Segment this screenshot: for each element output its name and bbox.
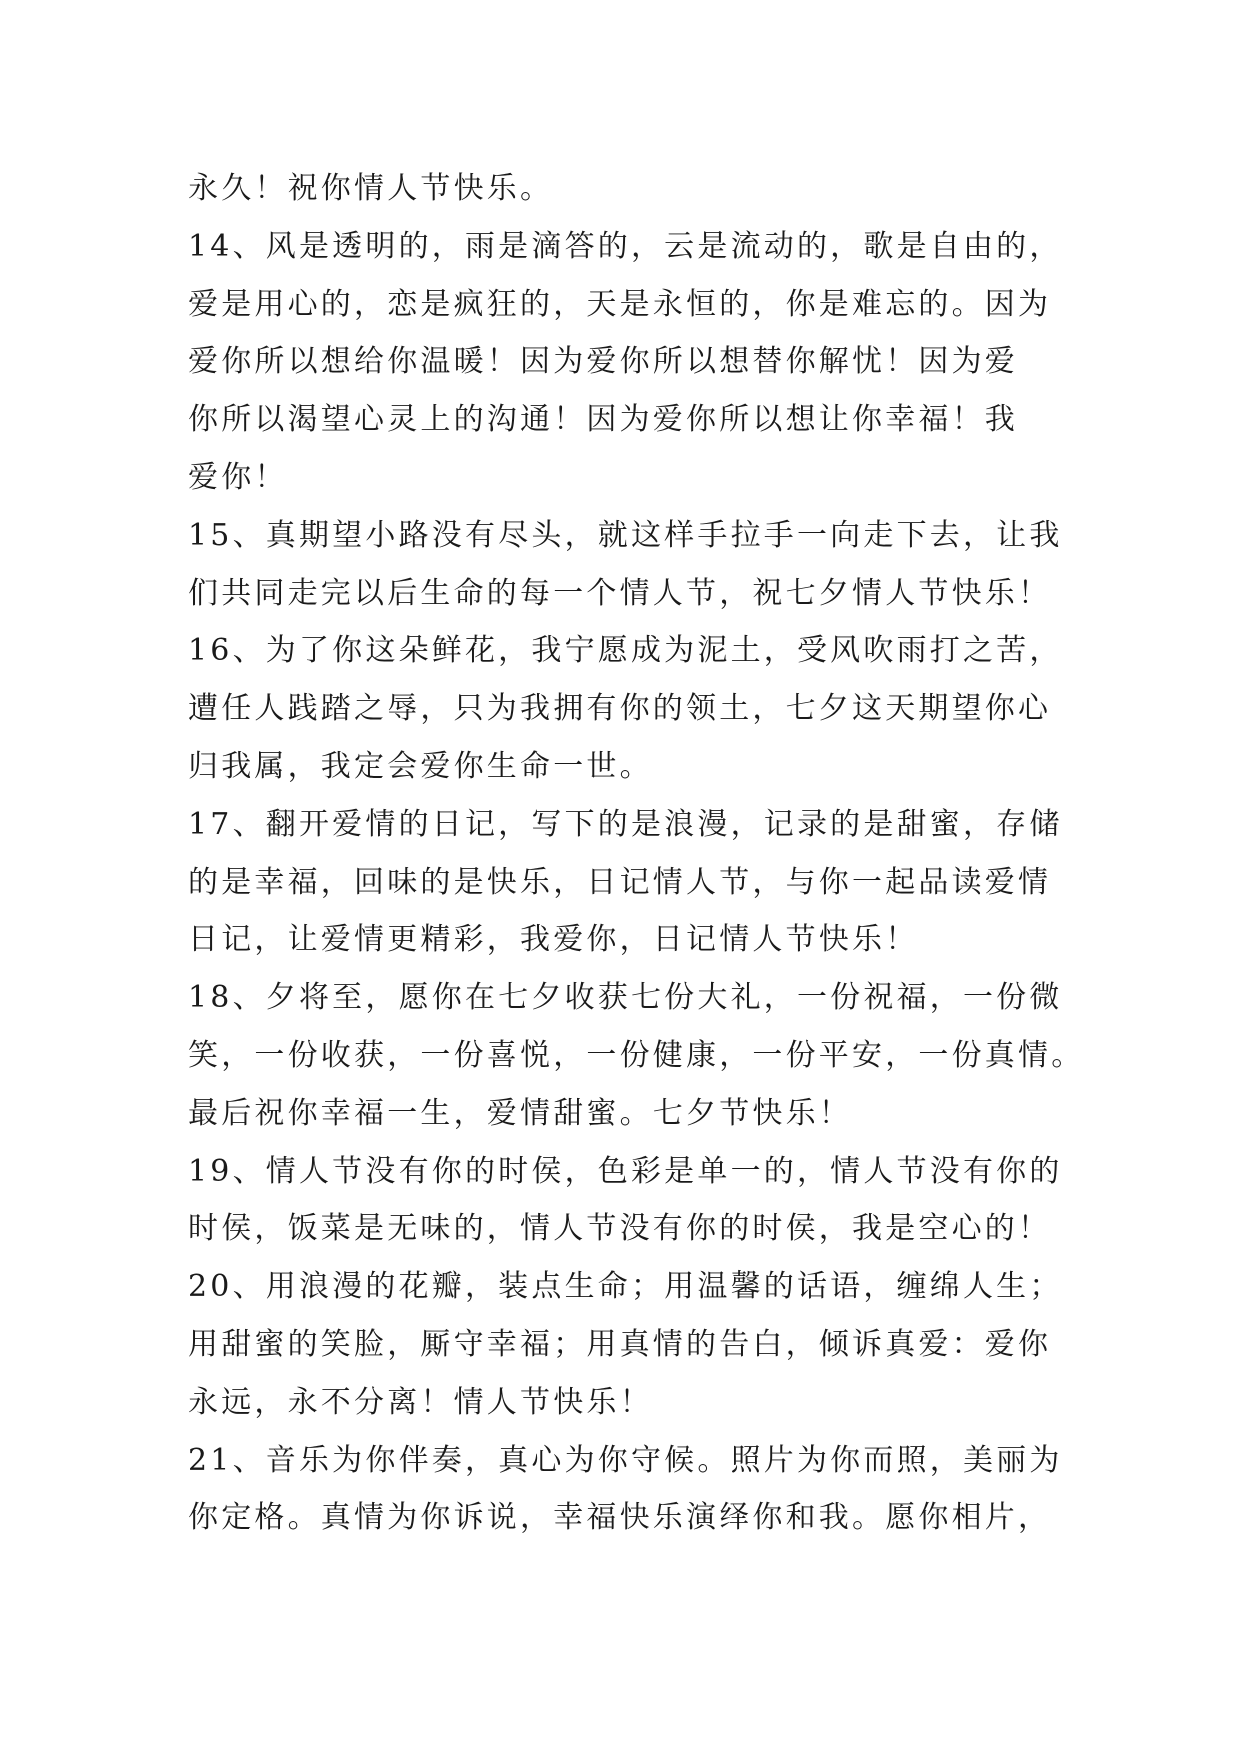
- document-body: [188, 160, 1085, 1547]
- text-line: 们共同走完以后生命的每一个情人节，祝七夕情人节快乐！: [188, 575, 1052, 611]
- text-line: 19、情人节没有你的时侯，色彩是单一的，情人节没有你的: [188, 1153, 1063, 1189]
- text-line: 日记，让爱情更精彩，我爱你，日记情人节快乐！: [188, 922, 919, 958]
- text-line: 16、为了你这朵鲜花，我宁愿成为泥土，受风吹雨打之苦，: [188, 633, 1063, 669]
- text-line: 17、翻开爱情的日记，写下的是浪漫，记录的是甜蜜，存储: [188, 806, 1063, 842]
- text-line: 永远，永不分离！情人节快乐！: [188, 1384, 653, 1420]
- text-line: 笑，一份收获，一份喜悦，一份健康，一份平安，一份真情。: [188, 1037, 1085, 1073]
- text-line: 你定格。真情为你诉说，幸福快乐演绎你和我。愿你相片，: [188, 1500, 1052, 1536]
- text-line: 你所以渴望心灵上的沟通！因为爱你所以想让你幸福！我: [188, 402, 1018, 438]
- text-line: 爱你！: [188, 459, 288, 495]
- text-line: 遭任人践踏之辱，只为我拥有你的领土，七夕这天期望你心: [188, 691, 1052, 727]
- text-line: 最后祝你幸福一生，爱情甜蜜。七夕节快乐！: [188, 1095, 852, 1131]
- text-line: 21、音乐为你伴奏，真心为你守候。照片为你而照，美丽为: [188, 1442, 1063, 1478]
- text-line: 爱是用心的，恋是疯狂的，天是永恒的，你是难忘的。因为: [188, 286, 1052, 322]
- text-line: 20、用浪漫的花瓣，装点生命；用温馨的话语，缠绵人生；: [188, 1269, 1063, 1305]
- text-line: 永久！祝你情人节快乐。: [188, 171, 554, 206]
- text-line: 18、夕将至，愿你在七夕收获七份大礼，一份祝福，一份微: [188, 980, 1063, 1016]
- text-line: 爱你所以想给你温暖！因为爱你所以想替你解忧！因为爱: [188, 344, 1018, 380]
- text-line: 时侯，饭菜是无味的，情人节没有你的时侯，我是空心的！: [188, 1211, 1052, 1247]
- text-line: 用甜蜜的笑脸，厮守幸福；用真情的告白，倾诉真爱：爱你: [188, 1326, 1052, 1362]
- text-line: 的是幸福，回味的是快乐，日记情人节，与你一起品读爱情: [188, 864, 1052, 900]
- text-line: 归我属，我定会爱你生命一世。: [188, 748, 653, 784]
- text-line: 14、风是透明的，雨是滴答的，云是流动的，歌是自由的，: [188, 228, 1063, 264]
- text-line: 15、真期望小路没有尽头，就这样手拉手一向走下去，让我: [188, 517, 1063, 553]
